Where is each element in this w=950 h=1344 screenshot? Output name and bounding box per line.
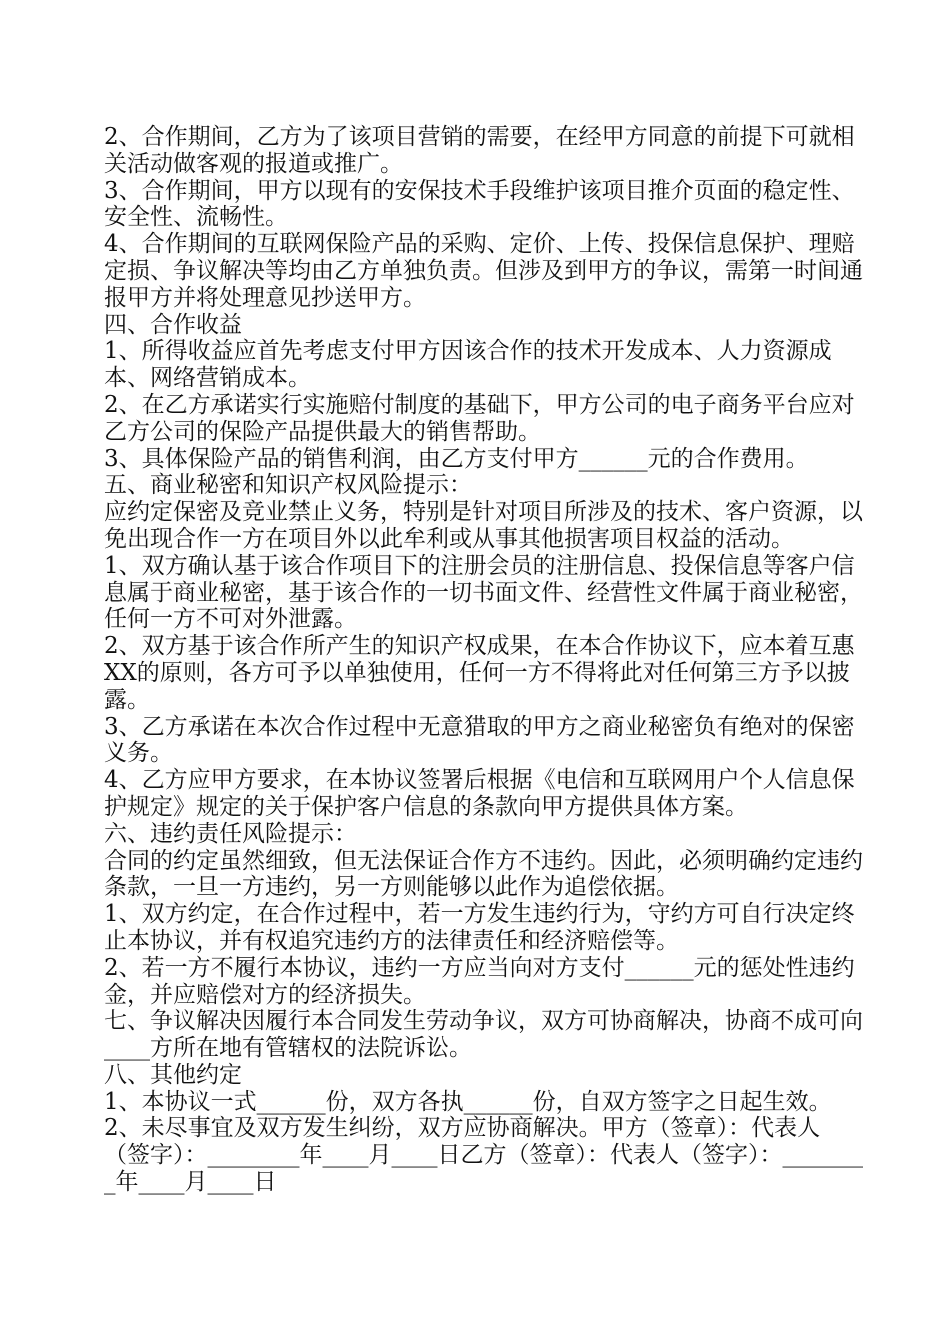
paragraph: 4、乙方应甲方要求，在本协议签署后根据《电信和互联网用户个人信息保护规定》规定的关于保护客户信息的条款向甲方提供具体方案。 bbox=[104, 767, 855, 820]
paragraph: 合同的约定虽然细致，但无法保证合作方不违约。因此，必须明确约定违约条款，一旦一方违约，另一方则能够以此作为追偿依据。 bbox=[104, 847, 863, 901]
paragraph: 应约定保密及竞业禁止义务，特别是针对项目所涉及的技术、客户资源，以免出现合作一方在项目外以此牟利或从事其他损害项目权益的活动。 bbox=[104, 499, 863, 552]
document-body bbox=[104, 124, 864, 1196]
paragraph: 2、双方基于该合作所产生的知识产权成果，在本合作协议下，应本着互惠XX的原则，各方可予以单独使用，任何一方不得将此对任何第三方予以披露。 bbox=[104, 633, 855, 713]
paragraph: 1、所得收益应首先考虑支付甲方因该合作的技术开发成本、人力资源成本、网络营销成本。 bbox=[104, 338, 832, 392]
paragraph: 3、合作期间，甲方以现有的安保技术手段维护该项目推介页面的稳定性、安全性、流畅性。 bbox=[104, 177, 855, 231]
paragraph: 3、乙方承诺在本次合作过程中无意猎取的甲方之商业秘密负有绝对的保密义务。 bbox=[104, 713, 855, 767]
paragraph: 1、本协议一式______份，双方各执______份，自双方签字之日起生效。 bbox=[104, 1088, 832, 1115]
signature-paragraph: 2、未尽事宜及双方发生纠纷，双方应协商解决。甲方（签章）：代表人（签字）：________年____月____日乙方（签章）：代表人（签字）：________年____月____日 bbox=[104, 1115, 863, 1196]
section-heading: 五、商业秘密和知识产权风险提示： bbox=[104, 472, 472, 499]
section-heading: 四、合作收益 bbox=[104, 311, 242, 338]
paragraph: 4、合作期间的互联网保险产品的采购、定价、上传、投保信息保护、理赔定损、争议解决等均由乙方单独负责。但涉及到甲方的争议，需第一时间通报甲方并将处理意见抄送甲方。 bbox=[104, 231, 863, 311]
paragraph: 1、双方约定，在合作过程中，若一方发生违约行为，守约方可自行决定终止本协议，并有权追究违约方的法律责任和经济赔偿等。 bbox=[104, 901, 855, 954]
paragraph: 七、争议解决因履行本合同发生劳动争议，双方可协商解决，协商不成可向____方所在地有管辖权的法院诉讼。 bbox=[104, 1008, 863, 1062]
paragraph: 1、双方确认基于该合作项目下的注册会员的注册信息、投保信息等客户信息属于商业秘密，基于该合作的一切书面文件、经营性文件属于商业秘密，任何一方不可对外泄露。 bbox=[104, 552, 863, 633]
paragraph: 2、在乙方承诺实行实施赔付制度的基础下，甲方公司的电子商务平台应对乙方公司的保险产品提供最大的销售帮助。 bbox=[104, 391, 855, 445]
paragraph: 3、具体保险产品的销售利润，由乙方支付甲方______元的合作费用。 bbox=[104, 445, 809, 472]
paragraph: 2、合作期间，乙方为了该项目营销的需要，在经甲方同意的前提下可就相关活动做客观的报道或推广。 bbox=[104, 124, 855, 177]
section-heading: 八、其他约定 bbox=[104, 1061, 242, 1088]
paragraph: 2、若一方不履行本协议，违约一方应当向对方支付______元的惩处性违约金，并应赔偿对方的经济损失。 bbox=[104, 954, 855, 1008]
section-heading: 六、违约责任风险提示： bbox=[104, 820, 357, 847]
